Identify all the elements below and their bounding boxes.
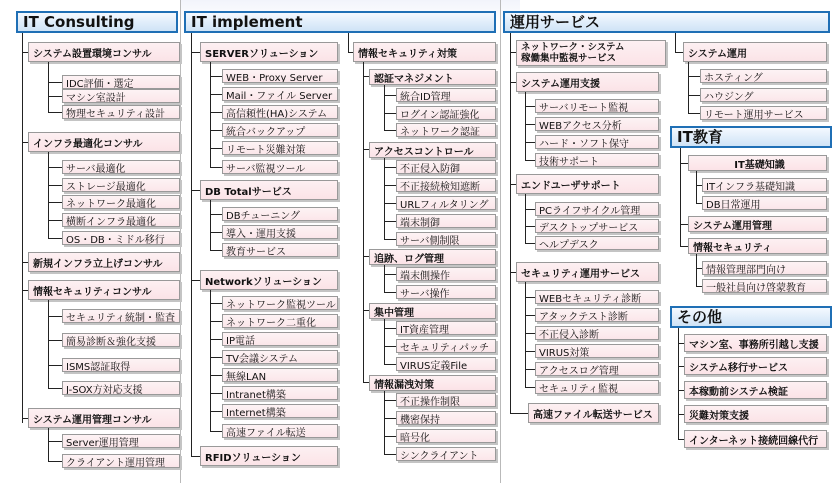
list-item: VIRUS対策 [535,344,659,358]
cat-auth-management: 認証マネジメント [369,69,496,85]
cat-enduser-support: エンドユーザサポート [516,174,659,194]
connector-line [525,160,535,161]
list-item: デスクトップサービス [535,219,659,233]
list-item: シンクライアント [396,447,496,461]
list-item: ホスティング [700,69,827,83]
cat-server-solution: SERVERソリューション [200,42,338,62]
connector-line [384,158,385,239]
cat-trace-log: 追跡、ログ管理 [369,249,496,265]
connector-line [675,52,683,53]
connector-line [696,171,697,203]
header-other: その他 [670,306,832,328]
list-item: ハード・ソフト保守 [535,135,659,149]
connector-line [210,62,211,167]
list-item: ハウジング [700,88,827,102]
connector-line [210,200,211,250]
list-item: ITインフラ基礎知識 [702,178,827,192]
list-item: IDC評価・選定 [62,75,180,89]
connector-line [191,52,200,53]
connector-line [22,33,23,423]
list-item: インターネット接続回線代行 [684,430,827,448]
cat-infosec-measures: 情報セキュリティ対策 [353,42,496,62]
connector-line [48,441,62,442]
connector-line [384,113,396,114]
connector-line [210,76,222,77]
cat-access-control: アクセスコントロール [369,142,496,158]
column-divider [180,0,181,483]
connector-line [384,130,396,131]
cat-fast-file-transfer: 高速ファイル転送サービス [528,403,659,423]
cat-central-management: 集中管理 [369,303,496,319]
list-item: DBチューニング [222,207,338,221]
list-item: アタックテスト診断 [535,308,659,322]
connector-line [48,316,62,317]
connector-line [525,243,535,244]
connector-line [525,297,535,298]
header-it-education: IT教育 [670,126,832,148]
connector-line [48,365,62,366]
connector-line [384,364,396,365]
connector-line [48,300,49,388]
cat-security-operation: セキュリティ運用サービス [516,262,659,282]
connector-line [48,185,62,186]
connector-line [48,112,62,113]
list-item: TV会議システム [222,350,338,364]
cat-system-env-consult: システム設置環境コンサル [28,42,180,62]
list-item: 不正接続検知遮断 [396,178,496,192]
connector-line [525,124,535,125]
list-item: 無線LAN [222,368,338,382]
list-item: 情報管理部門向け [702,261,827,275]
list-item: 教育サービス [222,243,338,257]
connector-line [525,387,535,388]
list-item: 高信頼性(HA)システム [222,105,338,119]
cat-new-infra: 新規インフラ立上げコンサル [28,252,180,272]
list-item: 物理セキュリティ設計 [62,105,180,119]
list-item: サーバ監視ツール [222,160,338,174]
connector-line [525,333,535,334]
list-item: アクセスログ管理 [535,362,659,376]
list-item: セキュリティ監視 [535,380,659,394]
connector-line [210,167,222,168]
connector-line [525,351,535,352]
cat-sysop-management: システム運用管理 [688,216,827,232]
header-it-consulting: IT Consulting [16,11,178,33]
connector-line [678,328,679,439]
connector-line [210,250,222,251]
connector-line [191,280,200,281]
list-item: ネットワーク最適化 [62,195,180,209]
list-item: 端末側操作 [396,267,496,281]
connector-line [384,221,396,222]
connector-line [48,388,62,389]
connector-line [363,62,364,382]
list-item: ネットワーク監視ツール [222,296,338,310]
list-item: IT資産管理 [396,321,496,335]
list-item: 不正操作制限 [396,393,496,407]
list-item: セキュリティパッチ [396,339,496,353]
connector-line [48,340,62,341]
connector-line [688,62,689,113]
connector-line [210,393,222,394]
connector-line [525,226,535,227]
list-item: Mail・ファイル Server [222,87,338,101]
connector-line [191,190,200,191]
connector-line [210,339,222,340]
connector-line [384,328,396,329]
connector-line [210,112,222,113]
connector-line [210,375,222,376]
header-it-implement: IT implement [184,11,496,33]
list-item: ネットワーク二重化 [222,314,338,328]
connector-line [384,185,396,186]
list-item: 技術サポート [535,153,659,167]
connector-line [384,265,385,292]
connector-line [525,194,526,243]
connector-line [348,33,349,53]
list-item: WEB・Proxy Server [222,69,338,83]
connector-line [680,163,688,164]
connector-line [696,254,697,286]
list-item: 高速ファイル転送 [222,424,338,438]
connector-line [210,321,222,322]
list-item: URLフィルタリング [396,196,496,210]
list-item: サーバ操作 [396,285,496,299]
connector-line [191,456,200,457]
connector-line [384,95,396,96]
connector-line [384,319,385,364]
connector-line [48,96,62,97]
connector-line [384,239,396,240]
cat-leak-prevention: 情報漏洩対策 [369,375,496,391]
list-item: 暗号化 [396,429,496,443]
connector-line [688,95,700,96]
connector-line [210,303,222,304]
list-item: Internet構築 [222,404,338,418]
connector-line [384,418,396,419]
cat-db-total: DB Totalサービス [200,180,338,200]
connector-line [680,224,688,225]
list-item: ネットワーク認証 [396,123,496,137]
list-item: ストレージ最適化 [62,178,180,192]
connector-line [384,203,396,204]
list-item: サーバ最適化 [62,160,180,174]
list-item: セキュリティ統制・監査 [62,309,180,323]
cat-sysop-support: システム運用支援 [516,72,659,92]
connector-line [48,82,62,83]
list-item: システム移行サービス [684,357,827,375]
column-divider [500,0,501,483]
cat-infosec-education: 情報セキュリティ [688,238,827,254]
connector-line [210,232,222,233]
list-item: J-SOX方対応支援 [62,381,180,395]
list-item: リモート災難対策 [222,141,338,155]
list-item: PCライフサイクル管理 [535,202,659,216]
connector-line [48,428,49,461]
list-item: サーバリモート監視 [535,99,659,113]
connector-line [525,106,535,107]
connector-line [525,92,526,160]
connector-line [48,238,62,239]
list-item: ヘルプデスク [535,236,659,250]
connector-line [688,113,700,114]
list-item: 不正侵入防御 [396,160,496,174]
list-item: 機密保持 [396,411,496,425]
cat-network-solution: Networkソリューション [200,270,338,290]
list-item: サーバ側制限 [396,232,496,246]
connector-line [210,431,222,432]
connector-line [384,292,396,293]
connector-line [525,369,535,370]
connector-line [510,33,511,413]
connector-line [48,167,62,168]
connector-line [525,315,535,316]
list-item: 横断インフラ最適化 [62,213,180,227]
connector-line [210,411,222,412]
connector-line [384,274,396,275]
list-item: マシン室、事務所引越し支援 [684,334,827,352]
cat-system-operation: システム運用 [683,42,827,62]
list-item: IP電話 [222,332,338,346]
list-item: マシン室設計 [62,89,180,103]
list-item: Server運用管理 [62,434,180,448]
list-item: DB日常運用 [702,196,827,210]
cat-infra-optimization: インフラ最適化コンサル [28,132,180,152]
cat-network-system-monitoring: ネットワーク・システム 稼働集中監視サービス [516,40,666,66]
connector-line [384,346,396,347]
connector-line [210,148,222,149]
list-item: WEBセキュリティ診断 [535,290,659,304]
connector-line [210,130,222,131]
list-item: 災難対策支援 [684,405,827,423]
list-item: クライアント運用管理 [62,454,180,468]
connector-line [48,461,62,462]
list-item: 本稼動前システム検証 [684,381,827,399]
connector-line [48,220,62,221]
cat-rfid-solution: RFIDソリューション [200,446,338,466]
list-item: Intranet構築 [222,386,338,400]
connector-line [384,167,396,168]
list-item: 端末制御 [396,214,496,228]
connector-line [384,400,396,401]
list-item: VIRUS定義File [396,357,496,371]
connector-line [675,33,676,53]
list-item: リモート運用サービス [700,106,827,120]
cat-infosec-consult: 情報セキュリティコンサル [28,280,180,300]
list-item: 簡易診断＆強化支援 [62,333,180,347]
connector-line [384,454,396,455]
connector-line [510,413,528,414]
list-item: WEBアクセス分析 [535,117,659,131]
list-item: ISMS認証取得 [62,358,180,372]
connector-line [191,33,192,456]
connector-line [210,94,222,95]
connector-line [525,209,535,210]
connector-line [210,290,211,431]
connector-line [48,202,62,203]
connector-line [210,214,222,215]
connector-line [680,246,688,247]
connector-line [688,76,700,77]
header-operation-service: 運用サービス [503,11,830,33]
list-item: 不正侵入診断 [535,326,659,340]
cat-sysop-consult: システム運用管理コンサル [28,408,180,428]
connector-line [384,436,396,437]
connector-line [210,357,222,358]
connector-line [525,142,535,143]
connector-line [384,85,385,130]
connector-line [48,62,49,112]
list-item: OS・DB・ミドル移行 [62,231,180,245]
cat-it-basics: IT基礎知識 [688,155,827,171]
list-item: 統合バックアップ [222,123,338,137]
list-item: 導入・運用支援 [222,225,338,239]
list-item: 統合ID管理 [396,88,496,102]
list-item: 一般社員向け啓蒙教育 [702,279,827,293]
list-item: ログイン認証強化 [396,106,496,120]
connector-line [48,152,49,238]
